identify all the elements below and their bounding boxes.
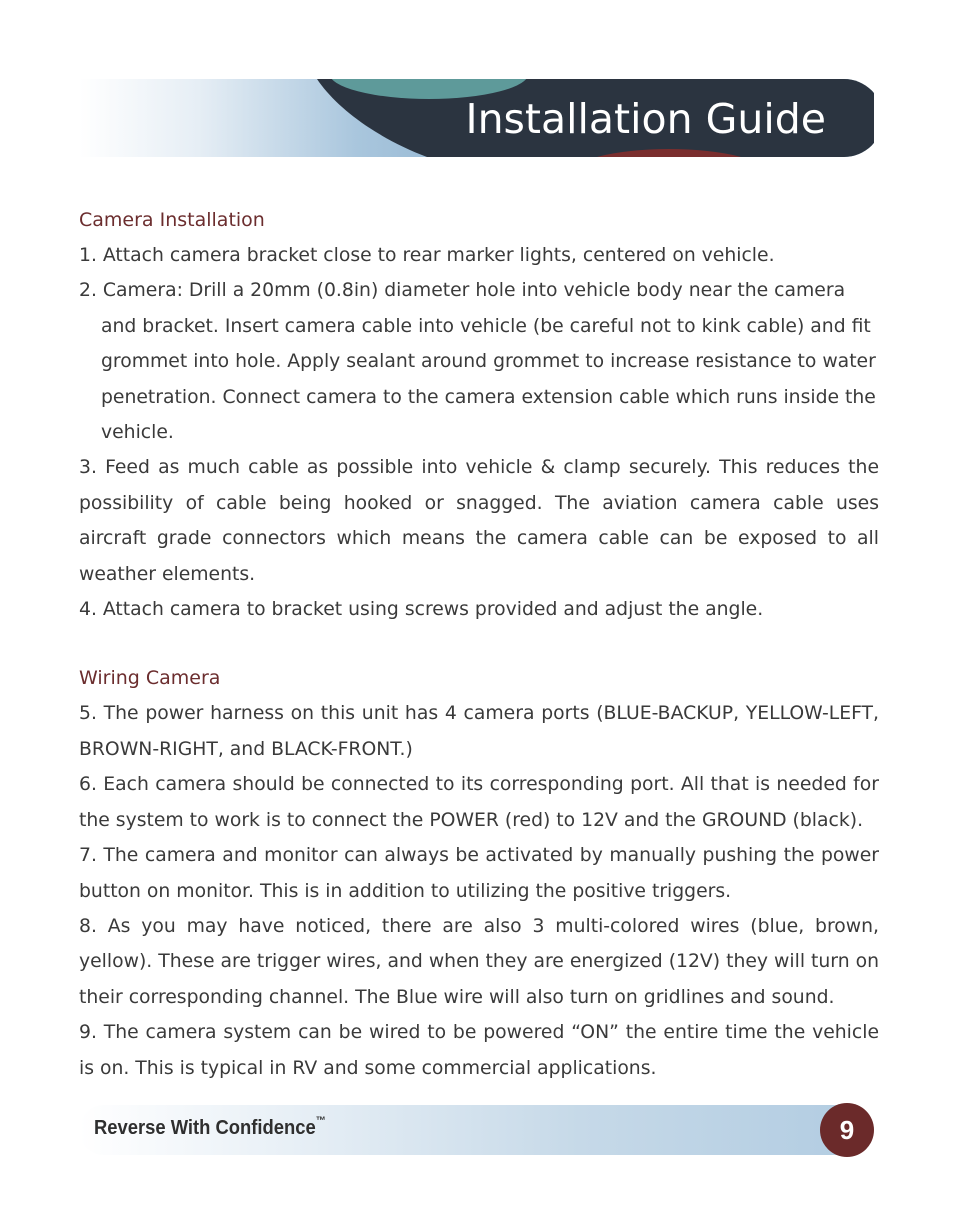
section-heading-wiring-camera: Wiring Camera: [79, 667, 221, 690]
step-5: 5. The power harness on this unit has 4 camera ports (BLUE-BACKUP, YELLOW-LEFT, BROWN-RIGHT, and BLACK-FRONT.): [79, 703, 879, 760]
step-6: 6. Each camera should be connected to its corresponding port. All that is needed for the system to work is to connect the POWER (red) to 12V and the GROUND (black).: [79, 774, 879, 831]
page-title: Installation Guide: [465, 95, 826, 143]
trademark-symbol: ™: [315, 1115, 326, 1127]
main-content: [79, 203, 879, 1086]
page-number-badge: 9: [820, 1103, 874, 1157]
section-heading-camera-installation: Camera Installation: [79, 209, 265, 231]
section-spacer: [79, 627, 879, 661]
step-4: 4. Attach camera to bracket using screws provided and adjust the angle.: [79, 599, 764, 621]
header-banner: [79, 79, 874, 157]
step-9: 9. The camera system can be wired to be powered “ON” the entire time the vehicle is on. This is typical in RV and some commercial applications.: [79, 1022, 879, 1079]
tagline-text: Reverse With Confidence: [94, 1117, 316, 1139]
step-3: 3. Feed as much cable as possible into vehicle & clamp securely. This reduces the possibility of cable being hooked or snagged. The aviation camera cable uses aircraft grade connectors which means the camera cable can be exposed to all weather elements.: [79, 457, 879, 585]
step-8: 8. As you may have noticed, there are also 3 multi-colored wires (blue, brown, yellow). These are trigger wires, and when they are energized (12V) they will turn on their corresponding channel. The Blue wire will also turn on gridlines and sound.: [79, 915, 879, 1008]
step-2: 2. Camera: Drill a 20mm (0.8in) diameter hole into vehicle body near the camera and bracket. Insert camera cable into vehicle (be careful not to kink cable) and fit grommet into hole. Apply sealant around grommet to increase resistance to water penetration. Connect camera to the camera extension cable which runs inside the vehicle.: [79, 280, 876, 444]
footer: [79, 1103, 874, 1157]
step-7: 7. The camera and monitor can always be activated by manually pushing the power button on monitor. This is in addition to utilizing the positive triggers.: [79, 845, 879, 902]
step-1: 1. Attach camera bracket close to rear marker lights, centered on vehicle.: [79, 245, 775, 266]
footer-tagline: [94, 1117, 326, 1140]
